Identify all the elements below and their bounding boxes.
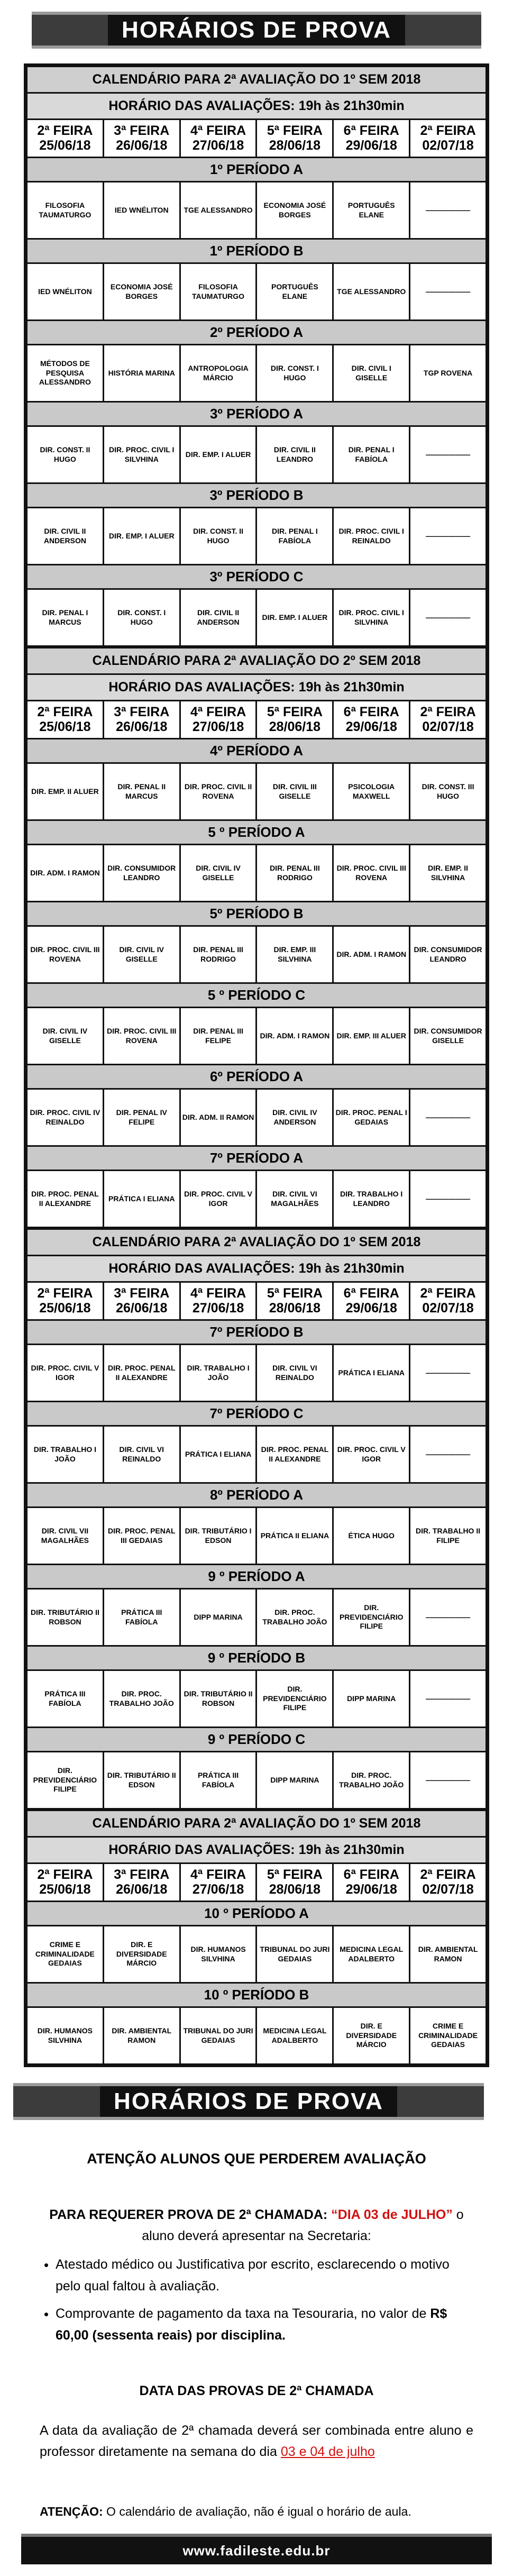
info-banner xyxy=(13,2083,484,2120)
day-header: 2ª FEIRA 02/07/18 xyxy=(410,701,487,739)
subject-cell: TGE ALESSANDRO xyxy=(180,182,256,239)
calendar-title: CALENDÁRIO PARA 2ª AVALIAÇÃO DO 2º SEM 2018 xyxy=(27,648,487,674)
subject-cell: TGE ALESSANDRO xyxy=(333,263,410,321)
footer-url[interactable]: www.fadileste.edu.br xyxy=(182,2542,331,2559)
attention-note: ATENÇÃO: O calendário de avaliação, não é igual o horário de aula. xyxy=(40,2505,411,2518)
subject-cell: DIR. PENAL I FABÍOLA xyxy=(256,508,333,565)
subject-cell: DIR. CIVIL VI REINALDO xyxy=(256,1345,333,1402)
subject-cell: PORTUGUÊS ELANE xyxy=(256,263,333,321)
subject-cell: —————— xyxy=(410,1589,487,1646)
list-item: • Comprovante de pagamento da taxa na Tesouraria, no valor de R$ 60,00 (sessenta reais) por disciplina. xyxy=(56,2303,473,2347)
subject-cell: HISTÓRIA MARINA xyxy=(103,345,180,402)
day-header: 2ª FEIRA 02/07/18 xyxy=(410,1864,487,1902)
subject-cell: DIR. PROC. CIVIL IV REINALDO xyxy=(27,1089,104,1146)
schedule-table xyxy=(24,63,489,2067)
subject-cell: DIR. CIVIL III GISELLE xyxy=(256,763,333,820)
day-header: 3ª FEIRA 26/06/18 xyxy=(103,1282,180,1320)
day-header: 4ª FEIRA 27/06/18 xyxy=(180,120,256,158)
calendar-title: CALENDÁRIO PARA 2ª AVALIAÇÃO DO 1º SEM 2018 xyxy=(27,1811,487,1837)
subject-cell: DIR. TRIBUTÁRIO I EDSON xyxy=(180,1508,256,1565)
dates-paragraph: A data da avaliação de 2ª chamada deverá ser combinada entre aluno e professor diretamente na semana do dia 03 e 04 de julho xyxy=(40,2423,473,2459)
subject-cell: DIR. ADM. I RAMON xyxy=(333,926,410,983)
subject-cell: ANTROPOLOGIA MÁRCIO xyxy=(180,345,256,402)
subject-cell: DIR. CIVIL II ANDERSON xyxy=(27,508,104,565)
subject-cell: PRÁTICA II ELIANA xyxy=(256,1508,333,1565)
subject-cell: DIR. PENAL IV FELIPE xyxy=(103,1089,180,1146)
subject-cell: MEDICINA LEGAL ADALBERTO xyxy=(333,1926,410,1983)
dates-range: 03 e 04 de julho xyxy=(280,2444,375,2459)
header-title: HORÁRIOS DE PROVA xyxy=(108,15,405,45)
subject-cell: DIR. PREVIDENCIÁRIO FILIPE xyxy=(333,1589,410,1646)
day-header: 5ª FEIRA 28/06/18 xyxy=(256,701,333,739)
day-header: 6ª FEIRA 29/06/18 xyxy=(333,1864,410,1902)
calendar-block xyxy=(26,1810,487,2065)
day-header: 2ª FEIRA 25/06/18 xyxy=(27,120,104,158)
subject-cell: DIR. ADM. I RAMON xyxy=(256,1008,333,1065)
subject-cell: DIR. HUMANOS SILVHINA xyxy=(27,2007,104,2065)
notice-heading: ATENÇÃO ALUNOS QUE PERDEREM AVALIAÇÃO xyxy=(87,2151,426,2167)
subject-cell: —————— xyxy=(410,508,487,565)
period-title: 1º PERÍODO A xyxy=(27,158,487,182)
subject-cell: DIR. CONSUMIDOR LEANDRO xyxy=(103,845,180,902)
subject-cell: DIR. PENAL II MARCUS xyxy=(103,763,180,820)
subject-cell: DIR. EMP. I ALUER xyxy=(180,426,256,483)
hours-row: HORÁRIO DAS AVALIAÇÕES: 19h às 21h30min xyxy=(27,1256,487,1282)
requirements-list xyxy=(56,2254,489,2346)
subject-cell: DIR. TRIBUTÁRIO II ROBSON xyxy=(27,1589,104,1646)
subject-cell: DIR. CIVIL VII MAGALHÃES xyxy=(27,1508,104,1565)
subject-cell: DIR. PROC. CIVIL V IGOR xyxy=(27,1345,104,1402)
period-title: 10 º PERÍODO A xyxy=(27,1902,487,1926)
subject-cell: —————— xyxy=(410,1089,487,1146)
subject-cell: CRIME E CRIMINALIDADE GEDAIAS xyxy=(410,2007,487,2065)
subject-cell: DIR. EMP. I ALUER xyxy=(256,589,333,646)
subject-cell: CRIME E CRIMINALIDADE GEDAIAS xyxy=(27,1926,104,1983)
subject-cell: PRÁTICA III FABÍOLA xyxy=(180,1752,256,1809)
period-title: 9 º PERÍODO B xyxy=(27,1646,487,1670)
day-header: 6ª FEIRA 29/06/18 xyxy=(333,1282,410,1320)
dates-heading: DATA DAS PROVAS DE 2ª CHAMADA xyxy=(139,2383,374,2398)
subject-cell: DIR. PROC. CIVIL V IGOR xyxy=(333,1426,410,1483)
subject-cell: —————— xyxy=(410,589,487,646)
subject-cell: DIR. PROC. TRABALHO JOÃO xyxy=(256,1589,333,1646)
day-header: 4ª FEIRA 27/06/18 xyxy=(180,1864,256,1902)
subject-cell: DIR. PROC. PENAL I GEDAIAS xyxy=(333,1089,410,1146)
subject-cell: DIR. EMP. III SILVHINA xyxy=(256,926,333,983)
subject-cell: DIR. E DIVERSIDADE MÁRCIO xyxy=(333,2007,410,2065)
subject-cell: DIR. CONSUMIDOR LEANDRO xyxy=(410,926,487,983)
subject-cell: DIR. AMBIENTAL RAMON xyxy=(410,1926,487,1983)
subject-cell: DIR. CONST. I HUGO xyxy=(103,589,180,646)
subject-cell: TRIBUNAL DO JURI GEDAIAS xyxy=(180,2007,256,2065)
subject-cell: DIR. TRABALHO I LEANDRO xyxy=(333,1171,410,1228)
subject-cell: DIR. PROC. CIVIL I SILVHINA xyxy=(103,426,180,483)
subject-cell: DIR. PROC. CIVIL III ROVENA xyxy=(103,1008,180,1065)
period-title: 2º PERÍODO A xyxy=(27,321,487,345)
subject-cell: IED WNÉLITON xyxy=(27,263,104,321)
subject-cell: PSICOLOGIA MAXWELL xyxy=(333,763,410,820)
subject-cell: DIR. PROC. CIVIL III ROVENA xyxy=(333,845,410,902)
subject-cell: DIR. PROC. TRABALHO JOÃO xyxy=(103,1670,180,1728)
subject-cell: DIR. PROC. PENAL II ALEXANDRE xyxy=(256,1426,333,1483)
day-header: 2ª FEIRA 25/06/18 xyxy=(27,1282,104,1320)
subject-cell: DIR. CIVIL II LEANDRO xyxy=(256,426,333,483)
day-header: 6ª FEIRA 29/06/18 xyxy=(333,701,410,739)
subject-cell: DIPP MARINA xyxy=(256,1752,333,1809)
subject-cell: DIR. CIVIL I GISELLE xyxy=(333,345,410,402)
footer-banner xyxy=(21,2534,492,2564)
info-section xyxy=(24,2083,489,2519)
day-header: 3ª FEIRA 26/06/18 xyxy=(103,701,180,739)
subject-cell: MÉTODOS DE PESQUISA ALESSANDRO xyxy=(27,345,104,402)
subject-cell: DIR. CIVIL VI MAGALHÃES xyxy=(256,1171,333,1228)
subject-cell: DIR. CONSUMIDOR GISELLE xyxy=(410,1008,487,1065)
period-title: 7º PERÍODO B xyxy=(27,1320,487,1345)
period-title: 3º PERÍODO B xyxy=(27,483,487,508)
period-title: 3º PERÍODO A xyxy=(27,402,487,426)
subject-cell: DIR. ADM. I RAMON xyxy=(27,845,104,902)
hours-row: HORÁRIO DAS AVALIAÇÕES: 19h às 21h30min xyxy=(27,1837,487,1864)
subject-cell: DIR. CONST. II HUGO xyxy=(180,508,256,565)
subject-cell: —————— xyxy=(410,426,487,483)
header-banner xyxy=(32,12,481,49)
day-header: 2ª FEIRA 02/07/18 xyxy=(410,120,487,158)
subject-cell: FILOSOFIA TAUMATURGO xyxy=(27,182,104,239)
subject-cell: DIR. TRIBUTÁRIO II EDSON xyxy=(103,1752,180,1809)
subject-cell: —————— xyxy=(410,182,487,239)
subject-cell: DIR. PROC. PENAL II ALEXANDRE xyxy=(27,1171,104,1228)
period-title: 5º PERÍODO B xyxy=(27,902,487,926)
subject-cell: DIR. PENAL I MARCUS xyxy=(27,589,104,646)
subject-cell: DIR. EMP. II ALUER xyxy=(27,763,104,820)
subject-cell: DIR. TRABALHO I JOÃO xyxy=(180,1345,256,1402)
subject-cell: —————— xyxy=(410,1345,487,1402)
subject-cell: DIR. TRIBUTÁRIO II ROBSON xyxy=(180,1670,256,1728)
period-title: 6º PERÍODO A xyxy=(27,1065,487,1089)
day-header: 3ª FEIRA 26/06/18 xyxy=(103,120,180,158)
day-header: 2ª FEIRA 02/07/18 xyxy=(410,1282,487,1320)
subject-cell: DIR. PENAL III RODRIGO xyxy=(180,926,256,983)
subject-cell: FILOSOFIA TAUMATURGO xyxy=(180,263,256,321)
subject-cell: DIR. CONST. II HUGO xyxy=(27,426,104,483)
subject-cell: ECONOMIA JOSÉ BORGES xyxy=(103,263,180,321)
subject-cell: DIR. PROC. CIVIL I SILVHINA xyxy=(333,589,410,646)
day-header: 6ª FEIRA 29/06/18 xyxy=(333,120,410,158)
subject-cell: DIPP MARINA xyxy=(333,1670,410,1728)
subject-cell: DIR. PENAL I FABÍOLA xyxy=(333,426,410,483)
subject-cell: TRIBUNAL DO JURI GEDAIAS xyxy=(256,1926,333,1983)
subject-cell: PRÁTICA I ELIANA xyxy=(333,1345,410,1402)
deadline-date: “DIA 03 de JULHO” xyxy=(331,2207,453,2222)
period-title: 7º PERÍODO A xyxy=(27,1146,487,1171)
subject-cell: PRÁTICA III FABÍOLA xyxy=(27,1670,104,1728)
subject-cell: ÉTICA HUGO xyxy=(333,1508,410,1565)
info-title: HORÁRIOS DE PROVA xyxy=(100,2086,397,2117)
subject-cell: DIR. PREVIDENCIÁRIO FILIPE xyxy=(27,1752,104,1809)
day-header: 5ª FEIRA 28/06/18 xyxy=(256,1282,333,1320)
subject-cell: DIR. TRABALHO I JOÃO xyxy=(27,1426,104,1483)
subject-cell: —————— xyxy=(410,1670,487,1728)
subject-cell: DIR. CONST. III HUGO xyxy=(410,763,487,820)
subject-cell: DIR. PENAL III FELIPE xyxy=(180,1008,256,1065)
subject-cell: TGP ROVENA xyxy=(410,345,487,402)
subject-cell: DIR. ADM. II RAMON xyxy=(180,1089,256,1146)
subject-cell: DIR. PENAL III RODRIGO xyxy=(256,845,333,902)
day-header: 3ª FEIRA 26/06/18 xyxy=(103,1864,180,1902)
period-title: 9 º PERÍODO C xyxy=(27,1728,487,1752)
subject-cell: DIR. EMP. III ALUER xyxy=(333,1008,410,1065)
subject-cell: DIR. CIVIL VI REINALDO xyxy=(103,1426,180,1483)
calendar-title: CALENDÁRIO PARA 2ª AVALIAÇÃO DO 1º SEM 2018 xyxy=(27,1229,487,1256)
period-title: 3º PERÍODO C xyxy=(27,565,487,589)
subject-cell: PORTUGUÊS ELANE xyxy=(333,182,410,239)
subject-cell: DIR. E DIVERSIDADE MÁRCIO xyxy=(103,1926,180,1983)
subject-cell: —————— xyxy=(410,1752,487,1809)
subject-cell: —————— xyxy=(410,1171,487,1228)
subject-cell: DIR. CIVIL IV GISELLE xyxy=(27,1008,104,1065)
subject-cell: DIR. CONST. I HUGO xyxy=(256,345,333,402)
subject-cell: DIR. CIVIL II ANDERSON xyxy=(180,589,256,646)
subject-cell: MEDICINA LEGAL ADALBERTO xyxy=(256,2007,333,2065)
subject-cell: DIR. EMP. II SILVHINA xyxy=(410,845,487,902)
period-title: 7º PERÍODO C xyxy=(27,1402,487,1426)
period-title: 4º PERÍODO A xyxy=(27,739,487,763)
period-title: 10 º PERÍODO B xyxy=(27,1983,487,2007)
list-item: • Atestado médico ou Justificativa por escrito, esclarecendo o motivo pelo qual faltou à avaliação. xyxy=(56,2254,473,2298)
subject-cell: DIR. CIVIL IV GISELLE xyxy=(180,845,256,902)
period-title: 1º PERÍODO B xyxy=(27,239,487,263)
subject-cell: DIR. PREVIDENCIÁRIO FILIPE xyxy=(256,1670,333,1728)
subject-cell: —————— xyxy=(410,1426,487,1483)
period-title: 5 º PERÍODO C xyxy=(27,983,487,1008)
day-header: 5ª FEIRA 28/06/18 xyxy=(256,120,333,158)
day-header: 2ª FEIRA 25/06/18 xyxy=(27,701,104,739)
hours-row: HORÁRIO DAS AVALIAÇÕES: 19h às 21h30min xyxy=(27,93,487,120)
day-header: 4ª FEIRA 27/06/18 xyxy=(180,1282,256,1320)
subject-cell: PRÁTICA III FABÍOLA xyxy=(103,1589,180,1646)
calendar-block xyxy=(26,647,487,1228)
subject-cell: —————— xyxy=(410,263,487,321)
day-header: 4ª FEIRA 27/06/18 xyxy=(180,701,256,739)
subject-cell: DIR. PROC. TRABALHO JOÃO xyxy=(333,1752,410,1809)
subject-cell: DIR. PROC. PENAL II ALEXANDRE xyxy=(103,1345,180,1402)
subject-cell: PRÁTICA I ELIANA xyxy=(103,1171,180,1228)
subject-cell: DIR. PROC. CIVIL I REINALDO xyxy=(333,508,410,565)
period-title: 5 º PERÍODO A xyxy=(27,820,487,845)
period-title: 9 º PERÍODO A xyxy=(27,1565,487,1589)
subject-cell: DIR. PROC. PENAL III GEDAIAS xyxy=(103,1508,180,1565)
subject-cell: DIR. TRABALHO II FILIPE xyxy=(410,1508,487,1565)
subject-cell: ECONOMIA JOSÉ BORGES xyxy=(256,182,333,239)
subject-cell: DIR. AMBIENTAL RAMON xyxy=(103,2007,180,2065)
subject-cell: DIR. CIVIL IV ANDERSON xyxy=(256,1089,333,1146)
subject-cell: DIR. CIVIL IV GISELLE xyxy=(103,926,180,983)
hours-row: HORÁRIO DAS AVALIAÇÕES: 19h às 21h30min xyxy=(27,674,487,701)
subject-cell: DIR. EMP. I ALUER xyxy=(103,508,180,565)
calendar-title: CALENDÁRIO PARA 2ª AVALIAÇÃO DO 1º SEM 2018 xyxy=(27,67,487,93)
day-header: 5ª FEIRA 28/06/18 xyxy=(256,1864,333,1902)
subject-cell: IED WNÉLITON xyxy=(103,182,180,239)
subject-cell: DIR. PROC. CIVIL II ROVENA xyxy=(180,763,256,820)
subject-cell: PRÁTICA I ELIANA xyxy=(180,1426,256,1483)
subject-cell: DIR. HUMANOS SILVHINA xyxy=(180,1926,256,1983)
request-paragraph: PARA REQUERER PROVA DE 2ª CHAMADA: “DIA 03 de JULHO” o aluno deverá apresentar na Secretaria: xyxy=(49,2207,464,2243)
calendar-block xyxy=(26,66,487,647)
subject-cell: DIR. PROC. CIVIL V IGOR xyxy=(180,1171,256,1228)
subject-cell: DIPP MARINA xyxy=(180,1589,256,1646)
subject-cell: DIR. PROC. CIVIL III ROVENA xyxy=(27,926,104,983)
calendar-block xyxy=(26,1228,487,1810)
day-header: 2ª FEIRA 25/06/18 xyxy=(27,1864,104,1902)
period-title: 8º PERÍODO A xyxy=(27,1483,487,1508)
